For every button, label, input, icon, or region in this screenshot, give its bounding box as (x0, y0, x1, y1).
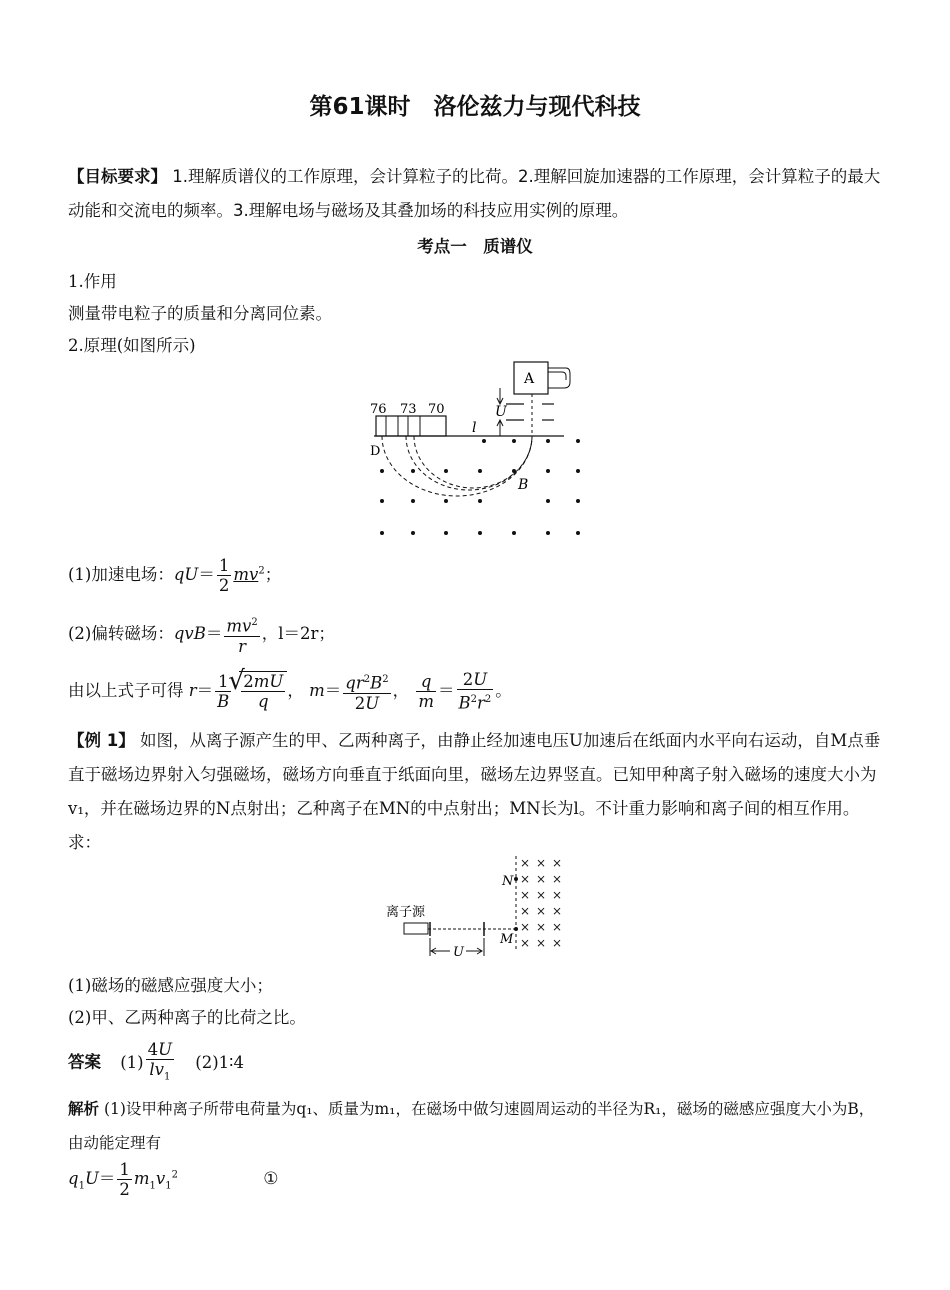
label-u: U (495, 404, 507, 420)
example-text: 如图，从离子源产生的甲、乙两种离子，由静止经加速电压U加速后在纸面内水平向右运动，自M点垂直于磁场边界射入匀强磁场，磁场方向垂直于纸面向里，磁场左边界竖直。已知甲种离子射入磁场的速度大小为v₁，并在磁场边界的N点射出；乙种离子在MN的中点射出；MN长为l。不计重力影响和离子间的相互作用。求： (68, 731, 881, 852)
answer-line: 答案 (1) $\frac{4U}{lv_1}$ (2)1∶4 (68, 1040, 244, 1083)
label-source: 离子源 (386, 905, 426, 920)
svg-text:×: × (552, 888, 563, 902)
label-l: l (472, 420, 477, 436)
label-a: A (524, 371, 535, 387)
label-n: N (502, 874, 514, 889)
svg-text:×: × (552, 904, 563, 918)
ion-source-rect (404, 923, 428, 934)
answer-part1: (1) (120, 1052, 144, 1072)
mass-spectrometer-diagram (360, 358, 590, 548)
label-m: M (500, 932, 514, 947)
svg-text:×: × (520, 856, 531, 870)
equation-number: ① (263, 1169, 279, 1189)
example-diagram (380, 852, 580, 964)
ion-path-inner (414, 436, 532, 488)
formula-deflect-tail: ，l＝2r； (261, 623, 335, 643)
formula-deflect: (2)偏转磁场：qvB＝ $\frac{mv^2}{r}$ ，l＝2r； (68, 613, 335, 656)
analysis-paragraph (68, 1092, 888, 1160)
svg-text:×: × (536, 888, 547, 902)
label-u2: U (453, 945, 464, 960)
svg-text:×: × (520, 872, 531, 886)
objectives-label: 【目标要求】 (68, 167, 167, 186)
formula-accel-label: (1)加速电场： (68, 565, 174, 584)
example-label: 【例 1】 (68, 731, 135, 750)
item1-heading: 1.作用 (68, 272, 117, 291)
svg-text:×: × (520, 904, 531, 918)
ion-path-middle (406, 436, 532, 490)
formula-derived: 由以上式子可得 r＝ $\frac{1}{B}$ √ $\frac{2mU}{q}$ ， m＝ $\frac{qr^2B^2}{2U}$ ， $\frac{q}{m}$ ＝ $\frac{2U}{B^2r^2}$ 。 (68, 670, 512, 713)
objectives-text: 1.理解质谱仪的工作原理，会计算粒子的比荷。2.理解回旋加速器的工作原理，会计算粒子的最大动能和交流电的频率。3.理解电场与磁场及其叠加场的科技应用实例的原理。 (68, 167, 881, 220)
label-73: 73 (400, 402, 417, 417)
svg-text:×: × (520, 936, 531, 950)
ion-path-outer (382, 436, 532, 496)
answer-label: 答案 (68, 1052, 101, 1072)
label-70: 70 (428, 402, 445, 417)
page-title: 第61课时 洛伦兹力与现代科技 (309, 94, 641, 120)
svg-text:×: × (552, 936, 563, 950)
svg-text:×: × (520, 920, 531, 934)
field-crosses (520, 856, 562, 950)
formula-derived-label: 由以上式子可得 (68, 680, 184, 700)
svg-text:×: × (536, 904, 547, 918)
analysis-text: (1)设甲种离子所带电荷量为q₁、质量为m₁，在磁场中做匀速圆周运动的半径为R₁，磁场的磁感应强度大小为B，由动能定理有 (68, 1100, 875, 1152)
item1-text: 测量带电粒子的质量和分离同位素。 (68, 304, 332, 323)
label-76: 76 (370, 402, 387, 417)
svg-text:×: × (536, 936, 547, 950)
objectives-paragraph (68, 160, 888, 228)
question-2: (2)甲、乙两种离子的比荷之比。 (68, 1008, 306, 1027)
svg-text:×: × (536, 872, 547, 886)
formula-accel: (1)加速电场：qU＝ $\frac{1}{2}$ $mv^2$； (68, 556, 282, 595)
analysis-equation: $q_1U=$ $\frac{1}{2}$ $m_1v_1^2$ ① (68, 1160, 279, 1199)
label-b: B (518, 477, 529, 493)
svg-text:×: × (552, 920, 563, 934)
label-d: D (370, 444, 381, 459)
svg-text:×: × (536, 856, 547, 870)
svg-text:×: × (536, 920, 547, 934)
section-heading: 考点一 质谱仪 (417, 237, 533, 256)
field-dots (380, 439, 580, 535)
example-paragraph (68, 724, 888, 860)
svg-text:×: × (520, 888, 531, 902)
analysis-label: 解析 (68, 1100, 100, 1118)
answer-part2: (2)1∶4 (195, 1052, 244, 1072)
question-1: (1)磁场的磁感应强度大小； (68, 976, 273, 995)
item2-heading: 2.原理(如图所示) (68, 336, 196, 355)
svg-text:×: × (552, 872, 563, 886)
svg-text:×: × (552, 856, 563, 870)
formula-deflect-label: (2)偏转磁场： (68, 623, 174, 643)
